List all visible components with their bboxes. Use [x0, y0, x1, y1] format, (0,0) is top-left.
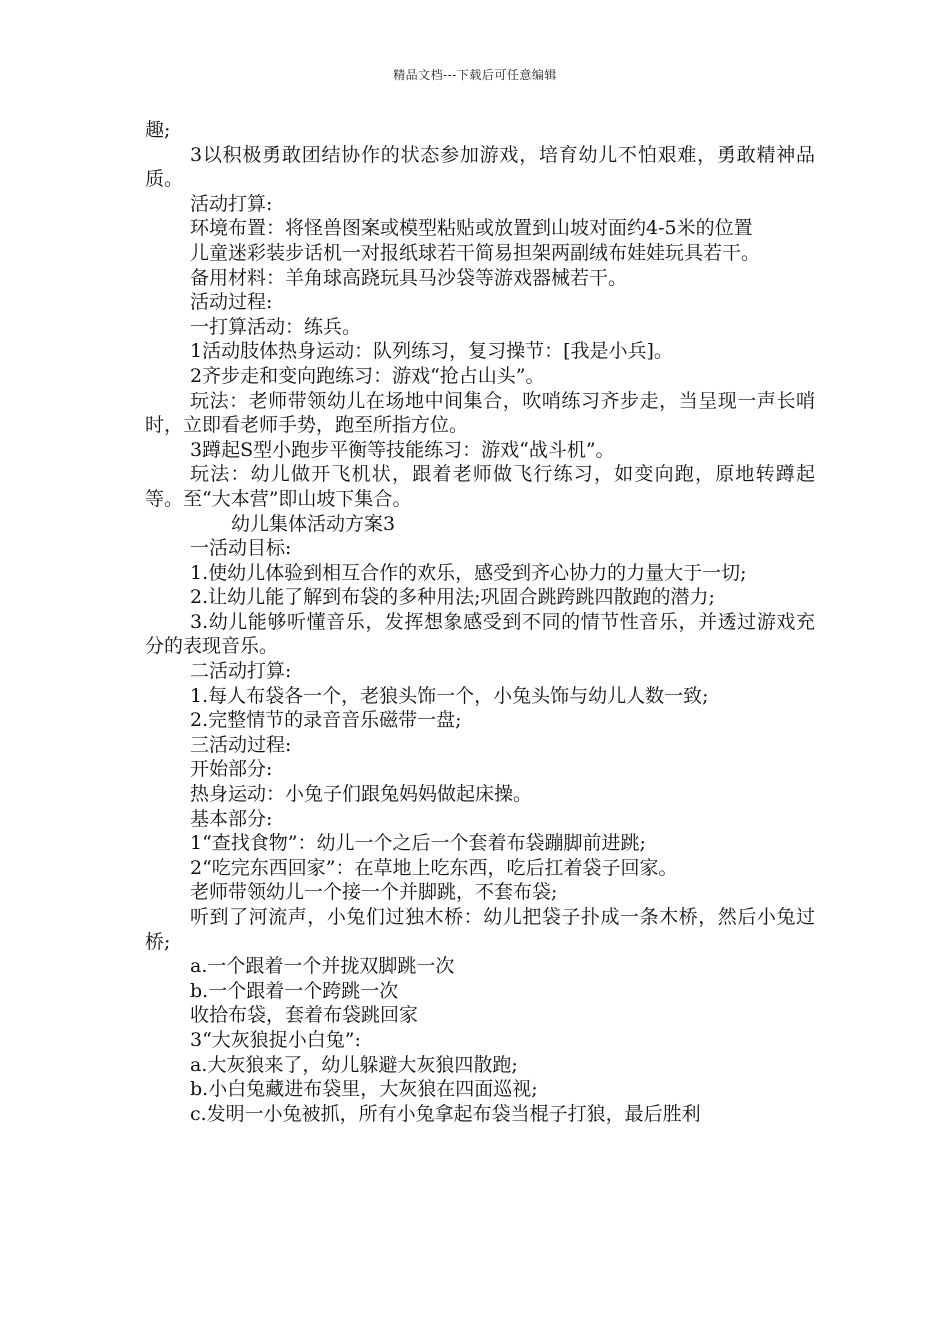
paragraph: 2.完整情节的录音音乐磁带一盘;: [190, 709, 462, 732]
paragraph: 3以积极勇敢团结协作的状态参加游戏，培育幼儿不怕艰难，勇敢精神品质。: [145, 143, 815, 191]
paragraph: 1“查找食物”：幼儿一个之后一个套着布袋蹦脚前进跳;: [190, 832, 646, 855]
paragraph: 1.每人布袋各一个，老狼头饰一个，小兔头饰与幼儿人数一致;: [190, 684, 709, 707]
paragraph: 2.让幼儿能了解到布袋的多种用法;巩固合跳跨跳四散跑的潜力;: [190, 586, 715, 609]
paragraph: 1.使幼儿体验到相互合作的欢乐，感受到齐心协力的力量大于一切;: [190, 561, 747, 584]
paragraph: 儿童迷彩装步话机一对报纸球若干简易担架两副绒布娃娃玩具若干。: [190, 241, 761, 264]
paragraph: 备用材料：羊角球高跷玩具马沙袋等游戏器械若干。: [190, 266, 628, 289]
paragraph: 听到了河流声，小兔们过独木桥：幼儿把袋子扑成一条木桥，然后小兔过桥;: [145, 906, 815, 953]
section-heading: 幼儿集体活动方案3: [231, 512, 396, 535]
paragraph: 老师带领幼儿一个接一个并脚跳，不套布袋;: [190, 881, 558, 904]
paragraph: 环境布置：将怪兽图案或模型粘贴或放置到山坡对面约4-5米的位置: [190, 217, 753, 240]
page-header: 精品文档---下载后可任意编辑: [393, 68, 557, 82]
paragraph: 3.幼儿能够听懂音乐，发挥想象感受到不同的情节性音乐，并透过游戏充分的表现音乐。: [145, 610, 815, 658]
paragraph: b.一个跟着一个跨跳一次: [190, 979, 399, 1002]
paragraph: 玩法：幼儿做开飞机状，跟着老师做飞行练习，如变向跑，原地转蹲起等。至“大本营”即山坡下集合。: [145, 463, 815, 510]
paragraph: 3“大灰狼捉小白兔”:: [190, 1028, 361, 1051]
paragraph: b.小白兔藏进布袋里，大灰狼在四面巡视;: [190, 1078, 538, 1101]
paragraph: 二活动打算:: [190, 660, 292, 683]
document-body: [145, 118, 815, 1126]
paragraph: a.大灰狼来了，幼儿躲避大灰狼四散跑;: [190, 1053, 518, 1076]
paragraph: 活动过程:: [190, 291, 273, 314]
paragraph: 收拾布袋，套着布袋跳回家: [190, 1004, 419, 1027]
paragraph: 趣;: [145, 119, 171, 141]
paragraph: 玩法：老师带领幼儿在场地中间集合，吹哨练习齐步走，当呈现一声长哨时，立即看老师手势，跑至所指方位。: [145, 389, 815, 437]
paragraph: 三活动过程:: [190, 733, 292, 756]
paragraph: 热身运动：小兔子们跟兔妈妈做起床操。: [190, 783, 533, 806]
paragraph: 3蹲起S型小跑步平衡等技能练习：游戏“战斗机”。: [190, 438, 615, 461]
paragraph: 活动打算:: [190, 192, 273, 215]
paragraph: 1活动肢体热身运动：队列练习，复习操节：[我是小兵]。: [190, 340, 673, 363]
paragraph: 一活动目标:: [190, 537, 292, 560]
paragraph: c.发明一小兔被抓，所有小兔拿起布袋当棍子打狼，最后胜利: [190, 1102, 701, 1125]
paragraph: 开始部分:: [190, 758, 273, 781]
paragraph: 2“吃完东西回家”：在草地上吃东西，吃后扛着袋子回家。: [190, 856, 678, 879]
paragraph: 2齐步走和变向跑练习：游戏“抢占山头”。: [190, 364, 545, 387]
paragraph: a.一个跟着一个并拢双脚跳一次: [190, 955, 455, 978]
paragraph: 一打算活动：练兵。: [190, 315, 362, 338]
paragraph: 基本部分:: [190, 807, 273, 830]
